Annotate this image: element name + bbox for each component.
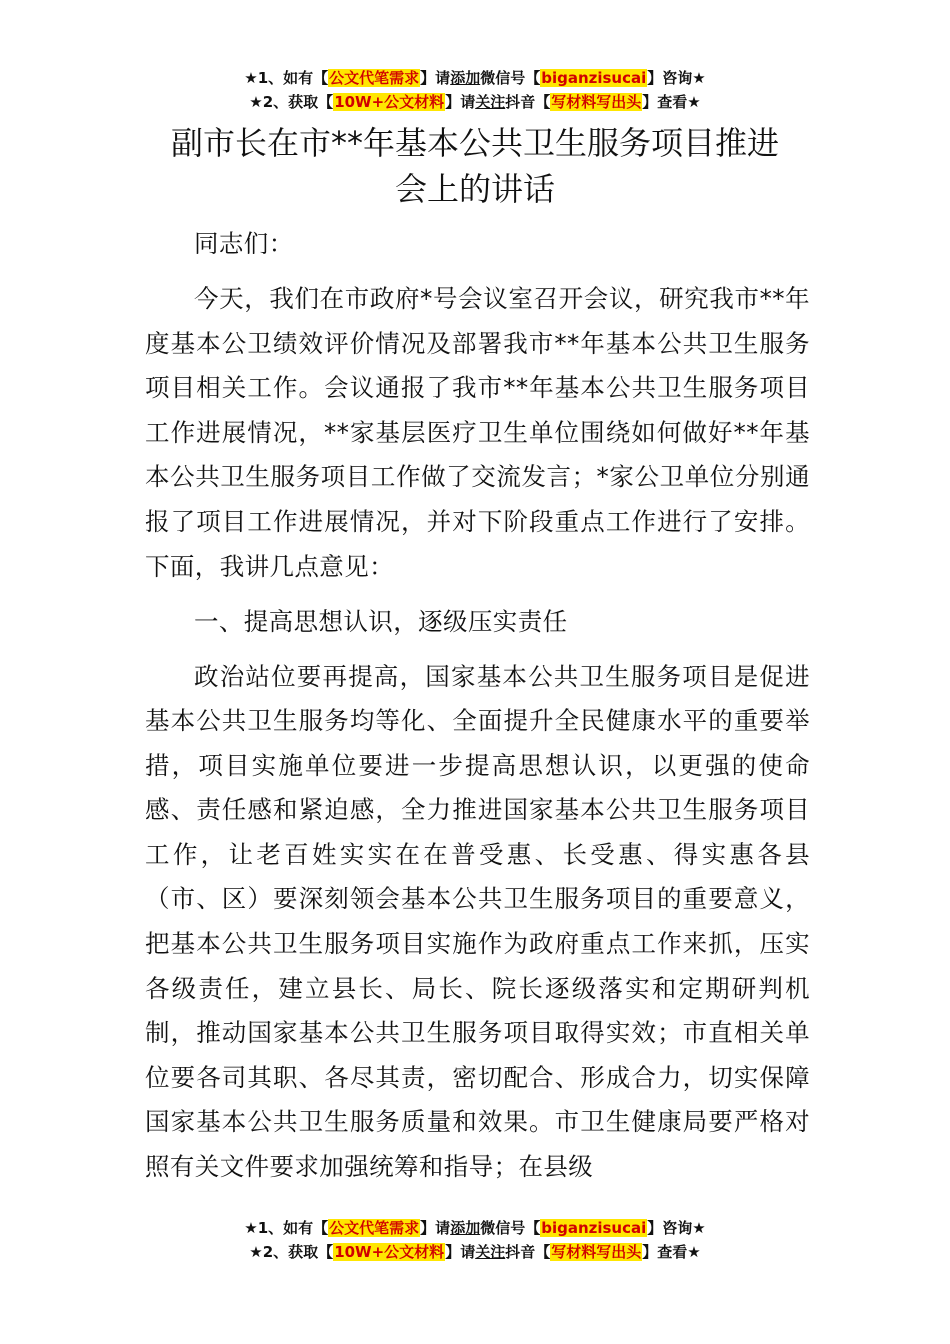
promo-highlight: 公文代笔需求 xyxy=(329,69,420,87)
promo-underline: 添加 xyxy=(450,1219,481,1237)
document-body xyxy=(145,222,810,1200)
promo-text: ★2、获取【 xyxy=(249,93,334,111)
promo-underline: 关注 xyxy=(475,1243,506,1261)
promo-highlight: 公文代笔需求 xyxy=(329,1219,420,1237)
promo-banner-top xyxy=(0,66,950,114)
promo-text: ★1、如有【 xyxy=(244,1219,329,1237)
promo-text: 】查看★ xyxy=(642,1243,701,1261)
promo-highlight: 10W+公文材料 xyxy=(334,1243,445,1261)
promo-banner-bottom xyxy=(0,1216,950,1264)
promo-text: 】请 xyxy=(445,1243,476,1261)
title-line-1: 副市长在市**年基本公共卫生服务项目推进 xyxy=(170,124,779,162)
salutation: 同志们： xyxy=(194,229,294,258)
promo-text: ★2、获取【 xyxy=(249,1243,334,1261)
promo-line-1 xyxy=(0,66,950,90)
promo-text: 】请 xyxy=(420,1219,451,1237)
promo-line-2 xyxy=(0,1240,950,1264)
paragraph-section-1: 政治站位要再提高，国家基本公共卫生服务项目是促进基本公共卫生服务均等化、全面提升全民健康水平的重要举措，项目实施单位要进一步提高思想认识，以更强的使命感、责任感和紧迫感，全力推进国家基本公共卫生服务项目工作，让老百姓实实在在普受惠、长受惠、得实惠各县（市、区）要深刻领会基本公共卫生服务项目的重要意义，把基本公共卫生服务项目实施作为政府重点工作来抓，压实各级责任，建立县长、局长、院长逐级落实和定期研判机制，推动国家基本公共卫生服务项目取得实效；市直相关单位要各司其职、各尽其责，密切配合、形成合力，切实保障国家基本公共卫生服务质量和效果。市卫生健康局要严格对照有关文件要求加强统筹和指导；在县级 xyxy=(145,661,810,1182)
promo-line-1 xyxy=(0,1216,950,1240)
promo-highlight: 写材料写出头 xyxy=(551,93,642,111)
promo-text: 抖音【 xyxy=(505,93,551,111)
promo-line-2 xyxy=(0,90,950,114)
paragraph-intro: 今天，我们在市政府*号会议室召开会议，研究我市**年度基本公卫绩效评价情况及部署我市**年基本公共卫生服务项目相关工作。会议通报了我市**年基本公共卫生服务项目工作进展情况，**家基层医疗卫生单位围绕如何做好**年基本公共卫生服务项目工作做了交流发言；*家公卫单位分别通报了项目工作进展情况，并对下阶段重点工作进行了安排。下面，我讲几点意见： xyxy=(145,283,810,581)
promo-underline: 添加 xyxy=(450,69,481,87)
promo-text: 】查看★ xyxy=(642,93,701,111)
document-title xyxy=(0,120,950,212)
promo-highlight: biganzisucai xyxy=(541,69,647,87)
section-heading-1: 一、提高思想认识，逐级压实责任 xyxy=(194,606,568,636)
promo-text: 微信号【 xyxy=(480,69,541,87)
promo-highlight: biganzisucai xyxy=(541,1219,647,1237)
title-line-2: 会上的讲话 xyxy=(394,170,555,208)
promo-text: 】咨询★ xyxy=(647,69,706,87)
promo-underline: 关注 xyxy=(475,93,506,111)
promo-text: 抖音【 xyxy=(505,1243,551,1261)
promo-text: 】请 xyxy=(445,93,476,111)
promo-highlight: 写材料写出头 xyxy=(551,1243,642,1261)
promo-text: 微信号【 xyxy=(480,1219,541,1237)
promo-text: 】咨询★ xyxy=(647,1219,706,1237)
promo-text: 】请 xyxy=(420,69,451,87)
promo-highlight: 10W+公文材料 xyxy=(334,93,445,111)
promo-text: ★1、如有【 xyxy=(244,69,329,87)
